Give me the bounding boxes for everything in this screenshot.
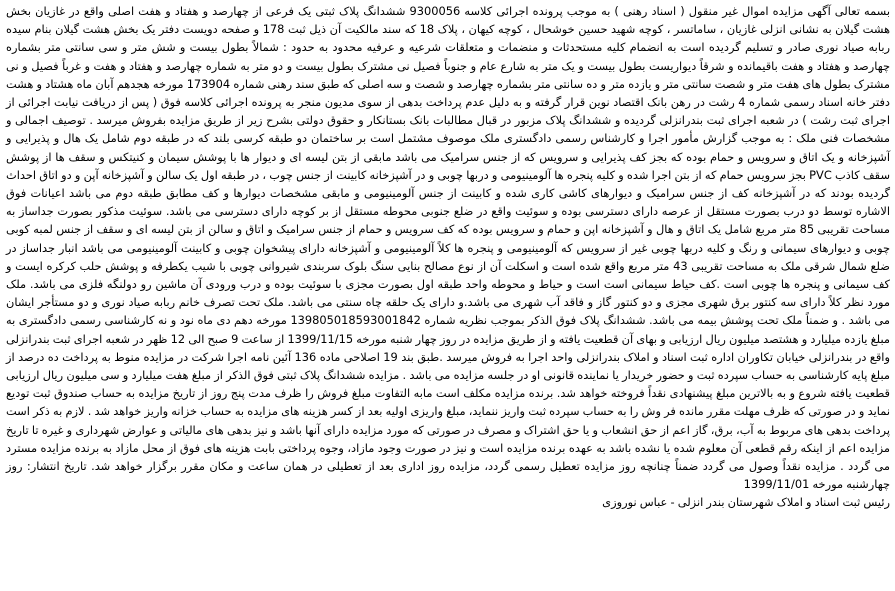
auction-notice-text [6,2,890,512]
notice-body: بسمه تعالی آگهی مزایده اموال غیر منقول ( اسناد رهنی ) به موجب پرونده اجرائی کلاسه 9300056 ششدانگ پلاک ثبتی یک فرعی از چهارصد و هفتاد و هفت اصلی واقع در غازیان بخش هشت گیلان به نشانی انزلی غازیان ، ساماتسر ، کوچه شهید حسین خوشحال ، کوچه کیهان ، پلاک 18 که سند مالکیت آن ذیل ثبت 178 و صفحه دویست دفتر یک بخش هشت گیلان بنام سیده ربابه صیاد نوری صادر و تسلیم گردیده است به انضمام کلیه مستحدثات و منضمات و متعلقات شرعیه و عرفیه محدود به حدود : شمالاً بطول بیست و شش متر و سی سانتی متر بشماره چهارصد و هفتاد و هفت باقیمانده و شرقاً دیواریست بطول بیست و یک متر به شارع عام و جنوباً فصیل نی مشترک بطول بیست و دو متر به شماره چهارصد و هفتاد و هفت و غرباً فصیل و نی مشترک بطول های هفت متر و شصت سانتی متر و یازده متر و ده سانتی متر بشماره چهارصد و شصت و سه اصلی که طبق سند رهنی شماره 173904 مورخه هجدهم آبان ماه هشتاد و هشت دفتر خانه اسناد رسمی شماره 4 رشت در رهن بانک اقتصاد نوین قرار گرفته و به دلیل عدم پرداخت بدهی از سوی مدیون منجر به پرونده اجرائی کلاسه فوق ( پس از دریافت نیابت اجرائی از اجرای ثبت رشت ) در شعبه اجرای ثبت بندرانزلی گردیده و ششدانگ پلاک مزبور در قبال مطالبات بانک بستانکار و حقوق دولتی بشرح زیر از طریق مزایده بفروش میرسد . توصیف اجمالی و مشخصات فنی ملک : به موجب گزارش مأمور اجرا و کارشناس رسمی دادگستری ملک موصوف مشتمل است بر ساختمان دو طبقه کرسی بلند که در طبقه دوم شامل یک هال و پذیرایی و آشپزخانه و یک اتاق و سرویس و حمام بوده که بجز کف پذیرایی و سرویس که از جنس سرامیک می باشد مابقی از بتن لیسه ای و دیوار ها با پوشش سیمان و کنیتکس و سقف ها از پوشش سقف کاذب PVC بجز سرویس حمام که از بتن اجرا شده و کلیه پنجره ها آلومینیومی و دربها چوبی و در آشپزخانه کابینت از جنس چوب ، در طبقه اول یک سالن و آشپزخانه آپن و دو اتاق احداث گردیده بودند که در آشپزخانه کف از جنس سرامیک و دیوارهای کاشی کاری شده و کابینت از جنس آلومینیومی و مابقی مشخصات دیوارها و کف مطابق طبقه دوم می باشد اعیانات فوق الاشاره توسط دو درب بصورت مستقل از عرصه دارای دسترسی بوده و سوئیت واقع در ضلع جنوبی محوطه مستقل از بر کوچه دارای دسترسی می باشد. سوئیت مذکور بصورت جداساز به مساحت تقریبی 85 متر مربع شامل یک اتاق و هال و آشپزخانه اپن و حمام و سرویس بوده که کف سرویس و حمام از جنس سرامیک و اتاق و سالن از بتن لیسه ای و سقف از جنس لمبه کوبی چوبی و دیوارهای سیمانی و رنگ و کلیه دربها چوبی غیر از سرویس که آلومینیومی و پنجره ها کلاً آلومینیومی و آشپزخانه دارای پیشخوان چوبی و کابینت آلومینیومی می باشد انبار جداساز در ضلع شمال شرقی ملک به مساحت تقریبی 43 متر مربع واقع شده است و اسکلت آن از نوع مصالح بنایی سنگ بلوک سربندی شیروانی چوبی با شیب یکطرفه و پوشش حلب کرکره ایست و کف سیمانی و پنجره ها چوبی است .کف حیاط سیمانی است است و حیاط و محوطه واحد طبقه اول بصورت مجزی با سوئیت بوده و درب ورودی آن ماشین رو دولنگه فلزی می باشد. ملک مورد نظر کلاً دارای سه کنتور برق شهری مجزی و دو کنتور گاز و فاقد آب شهری می باشد.و دارای یک حلقه چاه سنتی می باشد. ملک تحت تصرف خانم ربابه صیاد نوری و دو مستأجر ایشان می باشد . و ضمناً ملک تحت پوشش بیمه می باشد. ششدانگ پلاک فوق الذکر بموجب نظریه شماره 139805018593001842 مورخه دهم دی ماه نود و نه کارشناسی رسمی دادگستری به مبلغ یازده میلیارد و هشتصد میلیون ریال ارزیابی و بهای آن قطعیت یافته و از طریق مزایده در روز چهار شنبه مورخه 1399/11/15 از ساعت 9 صبح الی 12 ظهر در شعبه اجرای ثبت بندرانزلی واقع در بندرانزلی خیابان تکاوران اداره ثبت اسناد و املاک بندرانزلی واحد اجرا به فروش میرسد .طبق بند 19 اصلاحی ماده 136 آئین نامه اجرا شرکت در مزایده منوط به پرداخت ده درصد از مبلغ پایه کارشناسی به حساب سپرده ثبت و حضور خریدار یا نماینده قانونی او در جلسه مزایده می باشد . مزایده ششدانگ پلاک ثبتی فوق الذکر از مبلغ هفت میلیارد و سی میلیون ریال ارزیابی قطعیت یافته شروع و به بالاترین مبلغ پیشنهادی نقداً فروخته خواهد شد. برنده مزایده مکلف است مابه التفاوت مبلغ فروش را ظرف مدت پنج روز از تاریخ مزایده به حساب صندوق ثبت تودیع نماید و در صورتی که ظرف مهلت مقرر مانده فر وش را به حساب سپرده ثبت واریز ننماید، مبلغ واریزی اولیه بعد از کسر هزینه های مزایده به حساب خزانه واریز خواهد شد . لازم به ذکر است پرداخت بدهی های مربوط به آب، برق، گاز اعم از حق انشعاب و یا حق اشتراک و مصرف در صورتی که مورد مزایده دارای آنها باشد و نیز بدهی های مالیاتی و عوارض شهرداری و غیره تا تاریخ مزایده اعم از اینکه رقم قطعی آن معلوم شده یا نشده باشد به عهده برنده مزایده است و نیز در صورت وجود مازاد، وجوه پرداختی بابت هزینه های فوق از محل مازاد به برنده مزایده مسترد می گردد . مزایده نقداً وصول می گردد ضمناً چنانچه روز مزایده تعطیل رسمی گردد، مزایده روز اداری بعد از تعطیلی در همان ساعت و مکان مقرر برگزار خواهد شد. تاریخ انتشار: روز چهارشنبه مورخه 1399/11/01 [6,4,891,492]
notice-signer: رئیس ثبت اسناد و املاک شهرستان بندر انزلی - عباس نوروزی [602,495,890,510]
